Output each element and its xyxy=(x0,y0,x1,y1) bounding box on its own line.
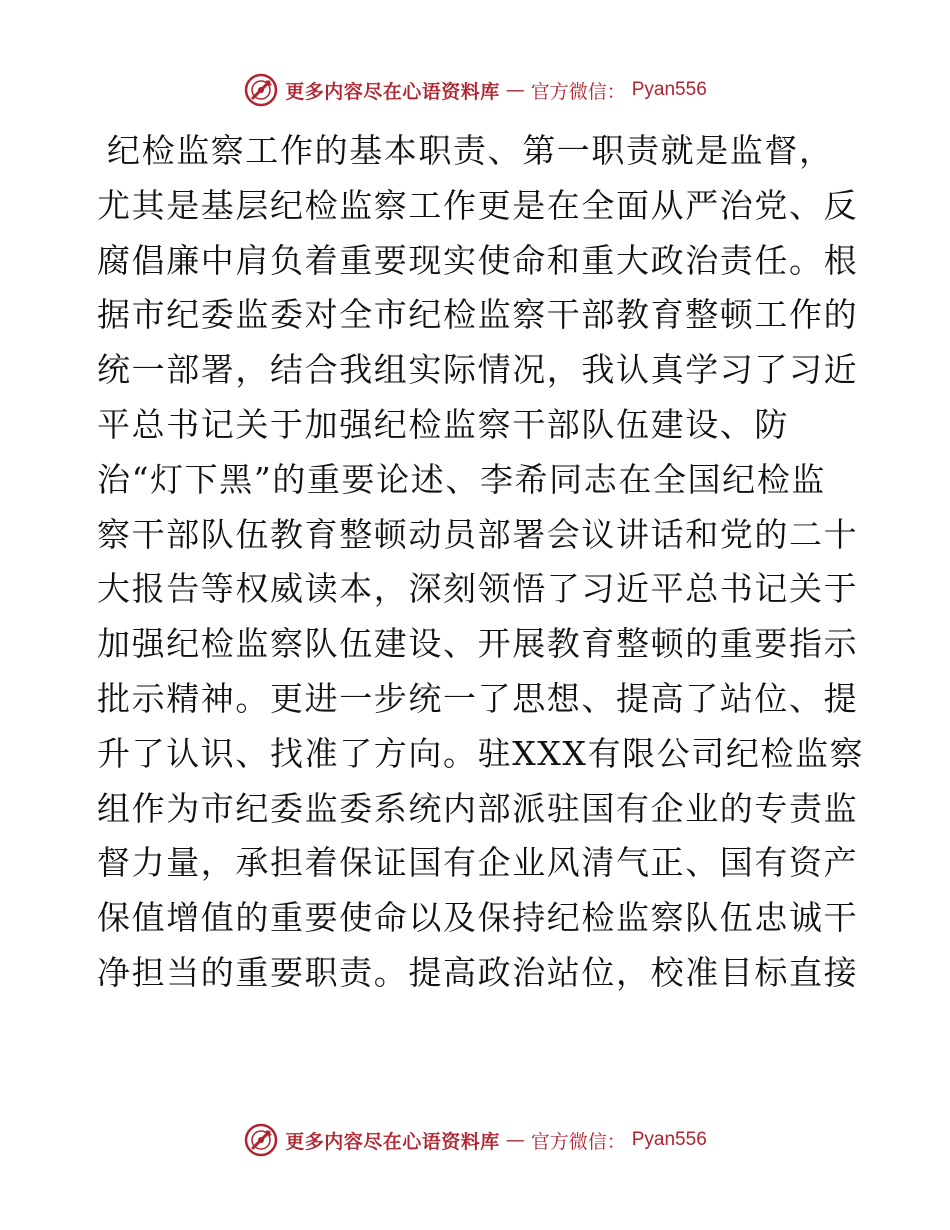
banner-wechat-label: 官方微信： xyxy=(530,1130,626,1153)
text-line-9: 大报告等权威读本，深刻领悟了习近平总书记关于 xyxy=(97,569,859,609)
banner-separator: — xyxy=(505,79,525,101)
text-line-4: 据市纪委监委对全市纪检监察干部教育整顿工作的 xyxy=(97,295,859,335)
text-line-16: 净担当的重要职责。提高政治站位，校准目标直接 xyxy=(97,952,859,992)
text-line-15: 保值增值的重要使命以及保持纪检监察队伍忠诚干 xyxy=(97,898,859,938)
banner-wechat-id: Pyan556 xyxy=(631,1129,707,1150)
text-line-14: 督力量，承担着保证国有企业风清气正、国有资产 xyxy=(97,843,859,883)
text-line-6: 平总书记关于加强纪检监察干部队伍建设、防 xyxy=(97,404,789,444)
text-line-13: 组作为市纪委监委系统内部派驻国有企业的专责监 xyxy=(97,788,859,828)
seal-logo-icon xyxy=(243,72,279,108)
text-line-8: 察干部队伍教育整顿动员部署会议讲话和党的二十 xyxy=(97,514,859,554)
banner-wechat-label: 官方微信： xyxy=(530,80,626,103)
text-line-2: 尤其是基层纪检监察工作更是在全面从严治党、反 xyxy=(97,185,859,225)
seal-logo-icon xyxy=(243,1122,279,1158)
text-line-11: 批示精神。更进一步统一了思想、提高了站位、提 xyxy=(97,678,859,718)
text-line-5: 统一部署，结合我组实际情况，我认真学习了习近 xyxy=(97,350,859,390)
banner-separator: — xyxy=(505,1129,525,1151)
banner-brand-text: 更多内容尽在心语资料库 xyxy=(285,1130,500,1153)
text-line-10: 加强纪检监察队伍建设、开展教育整顿的重要指示 xyxy=(97,624,859,664)
banner-wechat-id: Pyan556 xyxy=(631,79,707,100)
text-line-7: 治“灯下黑”的重要论述、李希同志在全国纪检监 xyxy=(97,459,826,499)
text-line-1: 纪检监察工作的基本职责、第一职责就是监督， xyxy=(107,131,834,170)
document-body xyxy=(97,124,865,1001)
text-line-12: 升了认识、找准了方向。驻XXX有限公司纪检监察 xyxy=(97,733,865,773)
footer-banner xyxy=(0,1120,950,1160)
header-banner xyxy=(0,70,950,110)
banner-brand-text: 更多内容尽在心语资料库 xyxy=(285,80,500,103)
text-line-3: 腐倡廉中肩负着重要现实使命和重大政治责任。根 xyxy=(97,240,859,280)
